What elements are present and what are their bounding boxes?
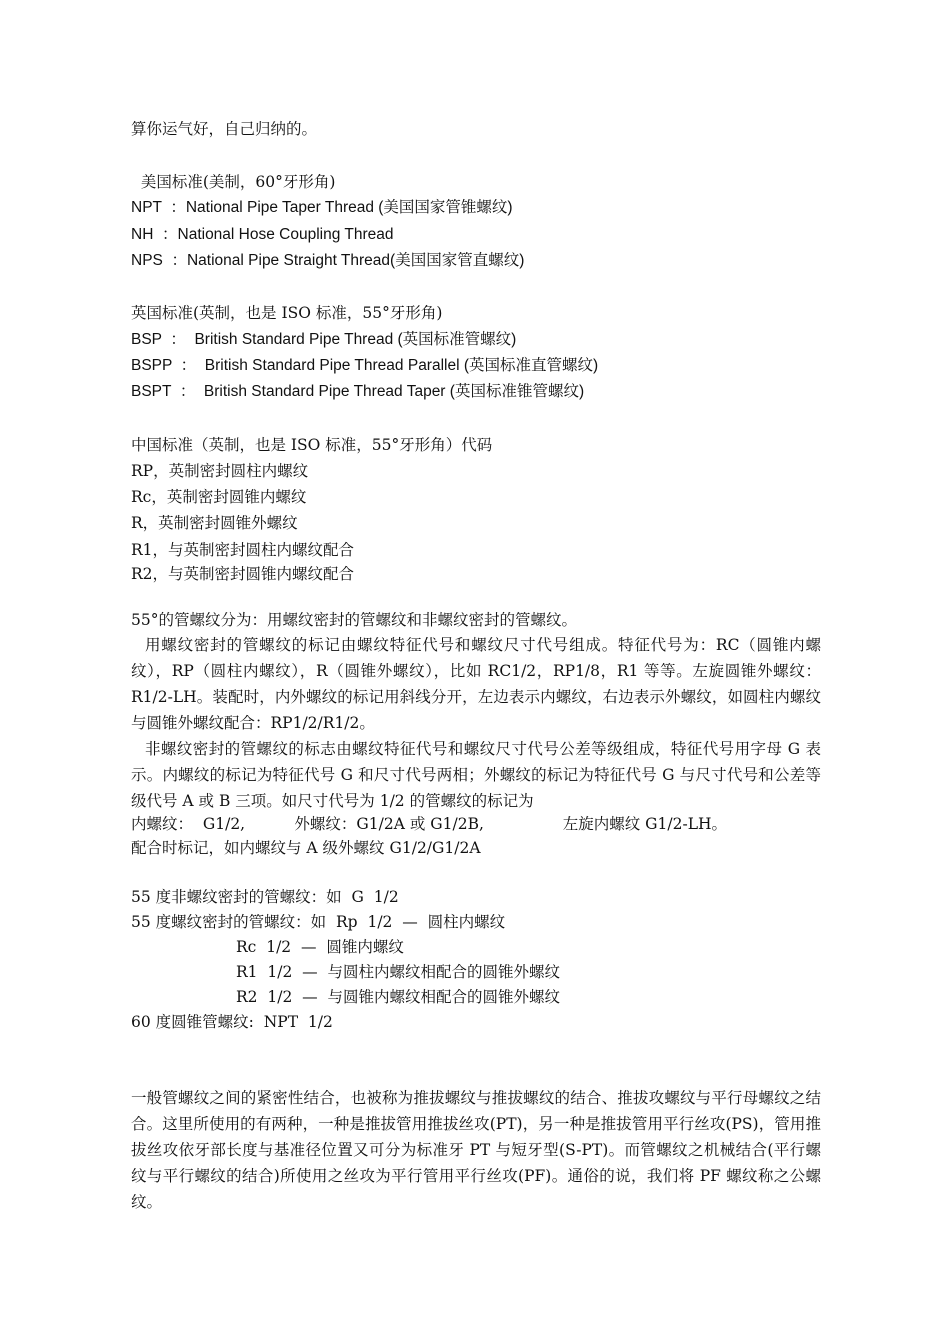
thread-marking-example: 内螺纹： G1/2, 外螺纹：G1/2A 或 G1/2B, 左旋内螺纹 G1/2-LH。 [131,815,728,833]
rc-code: Rc，英制密封圆锥内螺纹 [131,488,307,506]
example-line-r2: R2 1/2 — 与圆锥内螺纹相配合的圆锥外螺纹 [236,988,561,1006]
nps-definition: NPS ：National Pipe Straight Thread(美国国家管直螺纹) [131,252,525,269]
american-standard-heading: 美国标准(美制，60°牙形角) [131,173,336,191]
example-line-rc: Rc 1/2 — 圆锥内螺纹 [236,938,404,956]
bspt-definition: BSPT ： British Standard Pipe Thread Taper (英国标准锥管螺纹) [131,383,585,400]
r-code: R，英制密封圆锥外螺纹 [131,514,298,532]
example-line-npt: 60 度圆锥管螺纹: NPT 1/2 [131,1013,333,1031]
closing-paragraph: 一般管螺纹之间的紧密性结合，也被称为推拔螺纹与推拔螺纹的结合、推拔攻螺纹与平行母螺纹之结合。这里所使用的有两种，一种是推拔管用推拔丝攻(PT)，另一种是推拔管用平行丝攻(PS)，管用推拔丝攻依牙部长度与基准径位置又可分为标准牙 PT 与短牙型(S-PT)。而管螺纹之机械结合(平行螺纹与平行螺纹的结合)所使用之丝攻为平行管用平行丝攻(PF)。通俗的说，我们将 PF 螺纹称之公螺纹。 [131,1089,821,1211]
npt-definition: NPT ：National Pipe Taper Thread (美国国家管锥螺纹) [131,199,513,216]
nh-definition: NH ：National Hose Coupling Thread [131,226,394,243]
rp-code: RP，英制密封圆柱内螺纹 [131,462,309,480]
r2-code: R2，与英制密封圆锥内螺纹配合 [131,565,355,583]
fit-marking-example: 配合时标记，如内螺纹与 A 级外螺纹 G1/2/G1/2A [131,839,481,857]
bspp-definition: BSPP ： British Standard Pipe Thread Parallel (英国标准直管螺纹) [131,357,599,374]
british-standard-heading: 英国标准(英制，也是 ISO 标准，55°牙形角) [131,304,443,322]
sealed-thread-paragraph: 用螺纹密封的管螺纹的标记由螺纹特征代号和螺纹尺寸代号组成。特征代号为：RC（圆锥内螺纹），RP（圆柱内螺纹），R（圆锥外螺纹），比如 RC1/2，RP1/8，R1 等等。左旋圆锥外螺纹：R1/2-LH。装配时，内外螺纹的标记用斜线分开，左边表示内螺纹，右边表示外螺纹，如圆柱内螺纹与圆锥外螺纹配合：RP1/2/R1/2。 [131,636,821,732]
example-line-r1: R1 1/2 — 与圆柱内螺纹相配合的圆锥外螺纹 [236,963,561,981]
bsp-definition: BSP ： British Standard Pipe Thread (英国标准管螺纹) [131,331,517,348]
example-line-55-unsealed: 55 度非螺纹密封的管螺纹：如 G 1/2 [131,888,399,906]
intro-line: 算你运气好，自己归纳的。 [131,120,318,138]
chinese-standard-heading: 中国标准（英制，也是 ISO 标准，55°牙形角）代码 [131,436,493,454]
example-line-55-sealed: 55 度螺纹密封的管螺纹：如 Rp 1/2 — 圆柱内螺纹 [131,913,506,931]
r1-code: R1，与英制密封圆柱内螺纹配合 [131,541,355,559]
pipe55-heading: 55°的管螺纹分为：用螺纹密封的管螺纹和非螺纹密封的管螺纹。 [131,611,577,629]
unsealed-thread-paragraph: 非螺纹密封的管螺纹的标志由螺纹特征代号和螺纹尺寸代号公差等级组成，特征代号用字母 G 表示。内螺纹的标记为特征代号 G 和尺寸代号两相；外螺纹的标记为特征代号 G 与尺寸代号和公差等级代号 A 或 B 三项。如尺寸代号为 1/2 的管螺纹的标记为 [131,740,821,810]
